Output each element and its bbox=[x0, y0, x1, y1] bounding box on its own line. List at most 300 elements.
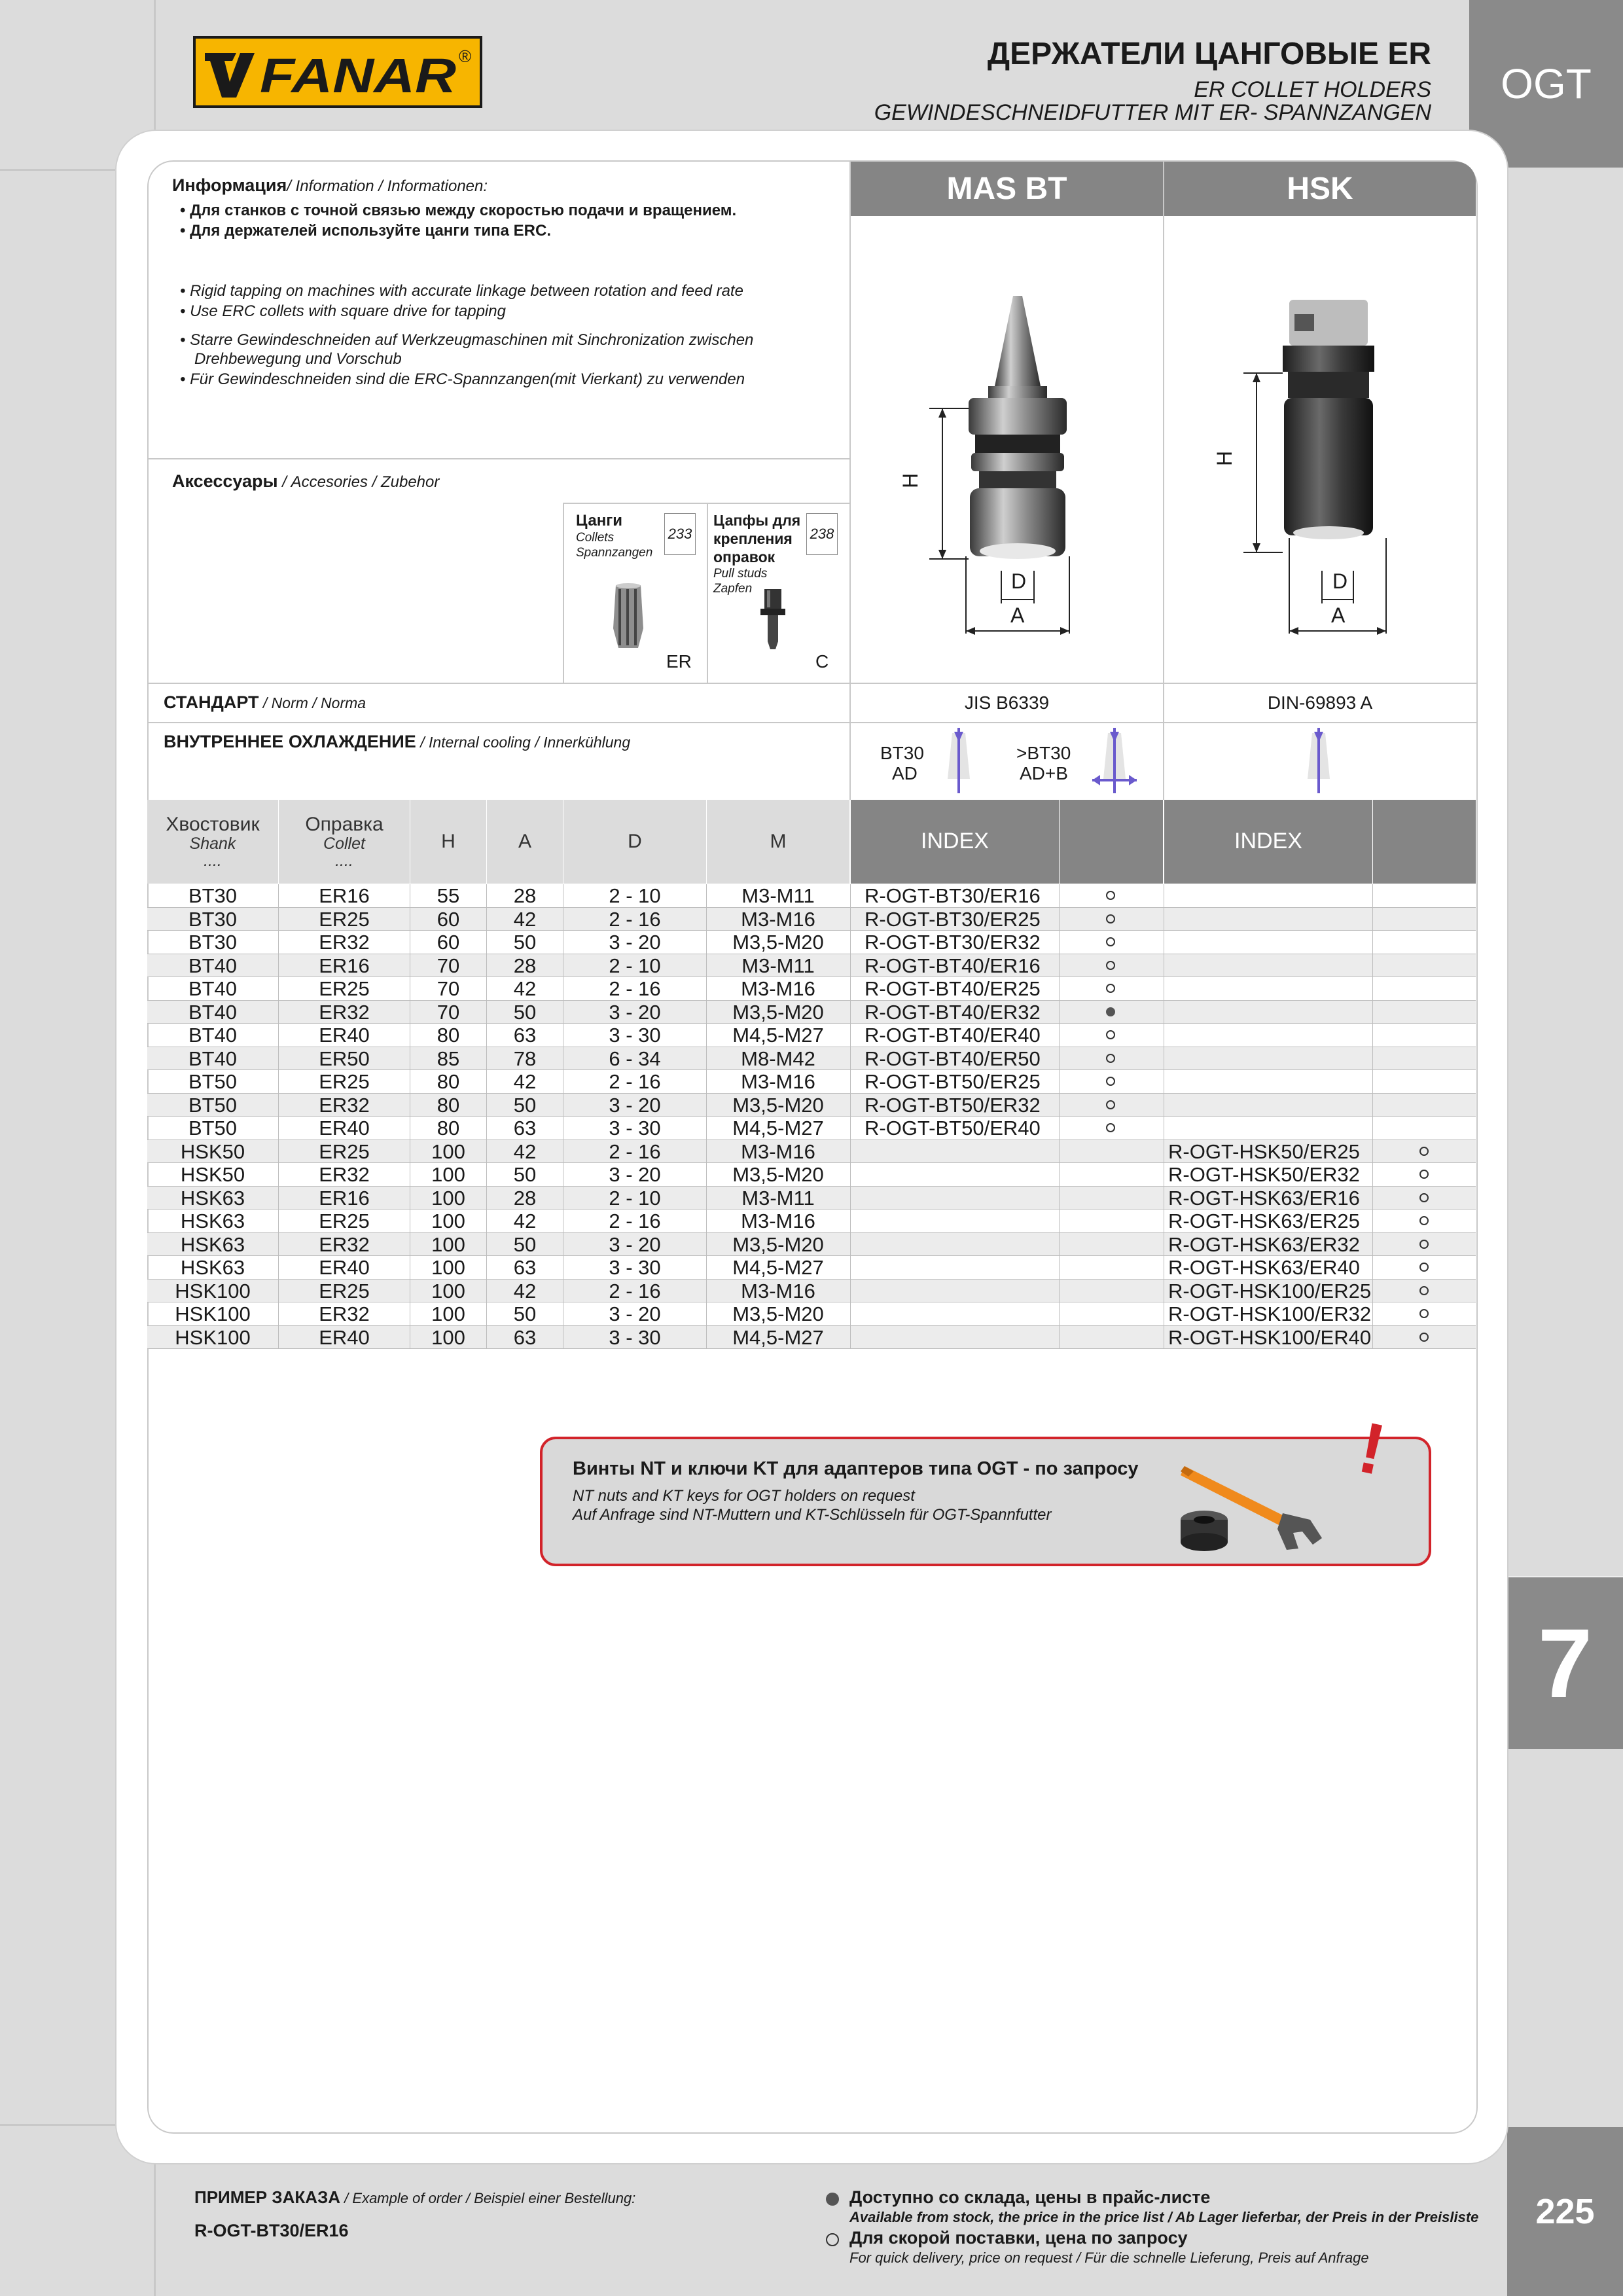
cell-index-mas[interactable] bbox=[865, 1210, 1058, 1232]
cell-h: 100 bbox=[431, 1279, 465, 1302]
th-shank-de: .... bbox=[204, 851, 222, 870]
th-stock-hsk bbox=[1373, 800, 1476, 884]
cell-collet: ER25 bbox=[319, 907, 370, 931]
table-column-separator bbox=[706, 884, 707, 1349]
th-collet bbox=[279, 800, 410, 884]
on-request-dot-icon bbox=[1419, 1286, 1429, 1295]
cell-m: M3,5-M20 bbox=[732, 1000, 824, 1024]
cell-shank: BT50 bbox=[188, 1093, 238, 1117]
cell-a: 63 bbox=[513, 1024, 537, 1047]
cell-h: 100 bbox=[431, 1210, 465, 1232]
accessories-heading bbox=[172, 471, 439, 492]
cell-index-mas[interactable]: R-OGT-BT40/ER25 bbox=[865, 977, 1041, 1000]
cell-shank: BT40 bbox=[188, 1000, 238, 1024]
column-head-mas-bt: MAS BT bbox=[851, 162, 1163, 216]
th-index-mas: INDEX bbox=[851, 800, 1059, 884]
table-header bbox=[147, 800, 1476, 884]
cell-a: 42 bbox=[513, 907, 537, 931]
cell-index-mas[interactable] bbox=[865, 1163, 1058, 1186]
legend-order: Для скорой поставки, цена по запросу bbox=[849, 2228, 1188, 2248]
cooling-hsk-icon bbox=[1296, 726, 1342, 798]
standard-label bbox=[164, 692, 366, 713]
th-a: A bbox=[487, 800, 563, 884]
cell-shank: BT30 bbox=[188, 907, 238, 931]
info-de-line: • Starre Gewindeschneiden auf Werkzeugmaschinen mit Sinchronization zwischen bbox=[180, 331, 754, 349]
standard-label-ru: СТАНДАРТ bbox=[164, 692, 259, 712]
table-row bbox=[147, 1302, 1476, 1326]
cell-m: M3-M16 bbox=[741, 1070, 815, 1093]
table-column-separator bbox=[278, 884, 279, 1349]
cell-d: 2 - 16 bbox=[609, 907, 661, 931]
dim-d-label: D bbox=[1011, 569, 1027, 593]
cell-shank: BT50 bbox=[188, 1117, 238, 1139]
cooling-label-rest: / Internal cooling / Innerkühlung bbox=[416, 734, 631, 751]
cell-index-hsk[interactable]: R-OGT-HSK50/ER32 bbox=[1168, 1163, 1360, 1186]
cell-h: 100 bbox=[431, 1256, 465, 1279]
cell-a: 42 bbox=[513, 1070, 537, 1093]
cell-d: 3 - 20 bbox=[609, 1302, 661, 1325]
cell-index-hsk[interactable]: R-OGT-HSK50/ER25 bbox=[1168, 1139, 1360, 1163]
cell-d: 2 - 16 bbox=[609, 1070, 661, 1093]
pullstud-image bbox=[758, 589, 788, 653]
cell-shank: HSK50 bbox=[180, 1163, 245, 1186]
table-column-separator bbox=[850, 884, 851, 1349]
cell-collet: ER40 bbox=[319, 1256, 370, 1279]
th-shank-en: Shank bbox=[189, 834, 236, 853]
cell-a: 42 bbox=[513, 1210, 537, 1232]
page-title-en: ER COLLET HOLDERS bbox=[1194, 77, 1431, 102]
cell-m: M3,5-M20 bbox=[732, 931, 824, 954]
cell-shank: HSK100 bbox=[175, 1325, 251, 1349]
cell-shank: HSK50 bbox=[180, 1139, 245, 1163]
cell-d: 3 - 20 bbox=[609, 1093, 661, 1117]
th-index-hsk: INDEX bbox=[1164, 800, 1372, 884]
cooling-ad: AD bbox=[892, 763, 918, 783]
page-number: 225 bbox=[1507, 2127, 1623, 2296]
cell-d: 3 - 20 bbox=[609, 931, 661, 954]
order-example-ru: ПРИМЕР ЗАКАЗА bbox=[194, 2187, 341, 2207]
cell-index-mas[interactable]: R-OGT-BT30/ER32 bbox=[865, 931, 1041, 954]
hsk-holder-drawing bbox=[1217, 295, 1433, 645]
grid-line bbox=[147, 722, 1478, 723]
cell-a: 63 bbox=[513, 1256, 537, 1279]
collets-title[interactable]: Цанги bbox=[576, 512, 623, 529]
collets-page-ref[interactable]: 233 bbox=[664, 513, 696, 555]
dim-a-label: A bbox=[1331, 603, 1346, 627]
cell-shank: HSK63 bbox=[180, 1232, 245, 1256]
cell-index-hsk[interactable] bbox=[1168, 1024, 1372, 1047]
cell-h: 100 bbox=[431, 1139, 465, 1163]
cell-m: M4,5-M27 bbox=[732, 1256, 824, 1279]
info-de-text: Starre Gewindeschneiden auf Werkzeugmaschinen mit Sinchronization zwischen bbox=[190, 331, 754, 349]
cell-a: 50 bbox=[513, 1093, 537, 1117]
wrench-image bbox=[1165, 1440, 1361, 1561]
in-stock-dot-icon bbox=[1106, 1007, 1115, 1016]
table-row bbox=[147, 1233, 1476, 1257]
th-shank bbox=[147, 800, 278, 884]
cell-d: 3 - 20 bbox=[609, 1232, 661, 1256]
cell-m: M8-M42 bbox=[741, 1047, 815, 1070]
cell-collet: ER40 bbox=[319, 1325, 370, 1349]
cell-d: 2 - 16 bbox=[609, 1139, 661, 1163]
cell-collet: ER40 bbox=[319, 1024, 370, 1047]
cell-index-hsk[interactable] bbox=[1168, 1001, 1372, 1024]
accessories-heading-ru: Аксессуары bbox=[172, 471, 278, 491]
standard-mas: JIS B6339 bbox=[964, 692, 1050, 713]
table-row bbox=[147, 1210, 1476, 1233]
cell-h: 60 bbox=[437, 907, 460, 931]
cell-index-hsk[interactable]: R-OGT-HSK63/ER32 bbox=[1168, 1232, 1360, 1256]
cell-a: 28 bbox=[513, 954, 537, 977]
cell-a: 50 bbox=[513, 931, 537, 954]
cell-shank: BT40 bbox=[188, 1047, 238, 1070]
page-title-de: GEWINDESCHNEIDFUTTER MIT ER- SPANNZANGEN bbox=[874, 100, 1431, 125]
cell-index-mas[interactable] bbox=[865, 1280, 1058, 1302]
info-ru-text: Для держателей используйте цанги типа ERC. bbox=[190, 222, 552, 240]
order-example-rest: / Example of order / Beispiel einer Bestellung: bbox=[340, 2190, 636, 2206]
cell-m: M3-M11 bbox=[741, 1186, 815, 1210]
on-request-dot-icon bbox=[1106, 1123, 1115, 1132]
cell-m: M3-M11 bbox=[741, 884, 815, 907]
cell-index-mas[interactable] bbox=[865, 1256, 1058, 1279]
cell-index-hsk[interactable] bbox=[1168, 977, 1372, 1000]
cell-index-mas[interactable] bbox=[865, 1326, 1058, 1349]
table-row bbox=[147, 1070, 1476, 1094]
cell-shank: BT40 bbox=[188, 1024, 238, 1047]
cell-d: 2 - 10 bbox=[609, 1186, 661, 1210]
cell-d: 6 - 34 bbox=[609, 1047, 661, 1070]
cell-index-mas[interactable]: R-OGT-BT40/ER50 bbox=[865, 1047, 1041, 1070]
on-request-dot-icon bbox=[1419, 1333, 1429, 1342]
cell-index-mas[interactable]: R-OGT-BT30/ER25 bbox=[865, 907, 1041, 931]
cell-index-hsk[interactable] bbox=[1168, 1094, 1372, 1117]
th-stock-mas bbox=[1060, 800, 1163, 884]
page-title: ДЕРЖАТЕЛИ ЦАНГОВЫЕ ER bbox=[987, 37, 1431, 71]
on-request-dot-icon bbox=[1106, 1030, 1115, 1039]
cell-collet: ER25 bbox=[319, 1279, 370, 1302]
cell-m: M3-M11 bbox=[741, 954, 815, 977]
cell-index-hsk[interactable] bbox=[1168, 931, 1372, 954]
cooling-bt30: BT30 bbox=[880, 743, 924, 763]
table-column-separator bbox=[1059, 884, 1060, 1349]
svg-text:®: ® bbox=[459, 46, 472, 66]
on-request-dot-icon bbox=[1419, 1309, 1429, 1318]
cell-a: 78 bbox=[513, 1047, 537, 1070]
pullstuds-sub: Zapfen bbox=[713, 582, 753, 596]
cell-a: 28 bbox=[513, 1186, 537, 1210]
brand-logo bbox=[193, 36, 482, 108]
cell-h: 80 bbox=[437, 1024, 460, 1047]
cell-collet: ER25 bbox=[319, 1210, 370, 1232]
th-m: M bbox=[707, 800, 849, 884]
cell-h: 100 bbox=[431, 1325, 465, 1349]
cell-a: 42 bbox=[513, 1139, 537, 1163]
info-heading-rest: / Information / Informationen: bbox=[287, 177, 488, 195]
table-row bbox=[147, 1047, 1476, 1071]
table-column-separator bbox=[486, 884, 487, 1349]
on-request-dot-icon bbox=[1419, 1216, 1429, 1225]
cell-h: 100 bbox=[431, 1302, 465, 1325]
on-request-dot-icon bbox=[1419, 1170, 1429, 1179]
cell-collet: ER32 bbox=[319, 931, 370, 954]
table-row bbox=[147, 1187, 1476, 1210]
th-collet-en: Collet bbox=[323, 834, 365, 853]
cell-d: 3 - 30 bbox=[609, 1024, 661, 1047]
column-head-hsk: HSK bbox=[1164, 162, 1476, 216]
dim-d-label: D bbox=[1332, 569, 1348, 593]
cell-shank: HSK63 bbox=[180, 1256, 245, 1279]
cell-index-hsk[interactable] bbox=[1168, 1070, 1372, 1093]
cell-m: M3-M16 bbox=[741, 907, 815, 931]
cell-a: 50 bbox=[513, 1232, 537, 1256]
notice-en: NT nuts and KT keys for OGT holders on request bbox=[573, 1487, 915, 1505]
table-row bbox=[147, 1163, 1476, 1187]
on-request-dot-icon bbox=[1419, 1263, 1429, 1272]
cell-collet: ER25 bbox=[319, 977, 370, 1000]
table-row bbox=[147, 1001, 1476, 1024]
cell-index-mas[interactable]: R-OGT-BT50/ER40 bbox=[865, 1117, 1041, 1139]
cell-index-hsk[interactable] bbox=[1168, 884, 1372, 907]
cell-collet: ER25 bbox=[319, 1139, 370, 1163]
cell-collet: ER16 bbox=[319, 1186, 370, 1210]
info-heading-ru: Информация bbox=[172, 175, 287, 195]
standard-hsk: DIN-69893 A bbox=[1267, 692, 1373, 713]
cell-m: M3-M16 bbox=[741, 1210, 815, 1232]
cell-h: 80 bbox=[437, 1070, 460, 1093]
cell-m: M3-M16 bbox=[741, 1139, 815, 1163]
cell-index-mas[interactable]: R-OGT-BT30/ER16 bbox=[865, 884, 1041, 907]
table-row bbox=[147, 884, 1476, 908]
cell-a: 28 bbox=[513, 884, 537, 907]
order-dot-icon bbox=[826, 2233, 839, 2246]
grid-line bbox=[707, 503, 708, 684]
cell-collet: ER40 bbox=[319, 1117, 370, 1139]
cooling-ad-icon bbox=[936, 726, 982, 798]
cell-index-hsk[interactable]: R-OGT-HSK100/ER40 bbox=[1168, 1325, 1372, 1349]
cell-a: 50 bbox=[513, 1000, 537, 1024]
dim-a-label: A bbox=[1010, 603, 1025, 627]
cell-collet: ER50 bbox=[319, 1047, 370, 1070]
cell-d: 2 - 16 bbox=[609, 1279, 661, 1302]
cell-m: M4,5-M27 bbox=[732, 1024, 824, 1047]
cell-index-mas[interactable] bbox=[865, 1233, 1058, 1256]
cell-index-mas[interactable] bbox=[865, 1302, 1058, 1325]
table-row bbox=[147, 1094, 1476, 1117]
cell-a: 42 bbox=[513, 1279, 537, 1302]
table-row bbox=[147, 1256, 1476, 1280]
cell-shank: HSK100 bbox=[175, 1279, 251, 1302]
cell-index-hsk[interactable] bbox=[1168, 954, 1372, 977]
cell-index-hsk[interactable] bbox=[1168, 1047, 1372, 1070]
cell-a: 50 bbox=[513, 1163, 537, 1186]
th-collet-ru: Оправка bbox=[305, 814, 383, 835]
cell-index-hsk[interactable]: R-OGT-HSK100/ER25 bbox=[1168, 1279, 1372, 1302]
cell-m: M3,5-M20 bbox=[732, 1302, 824, 1325]
dim-h-label: H bbox=[899, 473, 923, 489]
grid-line bbox=[147, 458, 851, 459]
cell-collet: ER16 bbox=[319, 954, 370, 977]
th-shank-ru: Хвостовик bbox=[166, 814, 260, 835]
cell-collet: ER32 bbox=[319, 1163, 370, 1186]
cell-a: 63 bbox=[513, 1325, 537, 1349]
dim-h-label: H bbox=[1213, 450, 1237, 467]
cell-m: M3,5-M20 bbox=[732, 1163, 824, 1186]
cell-collet: ER32 bbox=[319, 1302, 370, 1325]
cell-d: 2 - 10 bbox=[609, 884, 661, 907]
cooling-adb-icon bbox=[1090, 726, 1139, 798]
cell-a: 63 bbox=[513, 1117, 537, 1139]
cell-d: 2 - 10 bbox=[609, 954, 661, 977]
cell-m: M4,5-M27 bbox=[732, 1117, 824, 1139]
cell-index-hsk[interactable]: R-OGT-HSK100/ER32 bbox=[1168, 1302, 1372, 1325]
cell-d: 3 - 30 bbox=[609, 1117, 661, 1139]
pullstuds-title[interactable]: Цапфы для bbox=[713, 512, 801, 529]
cell-h: 80 bbox=[437, 1093, 460, 1117]
cell-m: M3,5-M20 bbox=[732, 1232, 824, 1256]
cell-shank: BT30 bbox=[188, 931, 238, 954]
cell-shank: BT40 bbox=[188, 954, 238, 977]
svg-text:FANAR: FANAR bbox=[260, 48, 456, 103]
cell-d: 2 - 16 bbox=[609, 977, 661, 1000]
info-heading bbox=[172, 175, 488, 196]
on-request-dot-icon bbox=[1106, 1054, 1115, 1063]
cooling-label bbox=[164, 732, 630, 752]
on-request-dot-icon bbox=[1106, 891, 1115, 900]
legend-stock: Доступно со склада, цены в прайс-листе bbox=[849, 2187, 1211, 2207]
cell-collet: ER32 bbox=[319, 1000, 370, 1024]
cell-collet: ER25 bbox=[319, 1070, 370, 1093]
pullstuds-title: оправок bbox=[713, 548, 776, 565]
cell-h: 70 bbox=[437, 954, 460, 977]
table-row bbox=[147, 977, 1476, 1001]
info-de-line: • Für Gewindeschneiden sind die ERC-Spannzangen(mit Vierkant) zu verwenden bbox=[180, 370, 745, 388]
cell-h: 55 bbox=[437, 884, 460, 907]
cell-m: M3-M16 bbox=[741, 1279, 815, 1302]
cell-h: 85 bbox=[437, 1047, 460, 1070]
cell-index-mas[interactable] bbox=[865, 1140, 1058, 1163]
table-row bbox=[147, 954, 1476, 978]
stock-dot-icon bbox=[826, 2193, 839, 2206]
info-en-line: • Use ERC collets with square drive for tapping bbox=[180, 302, 506, 320]
cell-h: 100 bbox=[431, 1232, 465, 1256]
cell-index-hsk[interactable] bbox=[1168, 1117, 1372, 1139]
info-en-text: Use ERC collets with square drive for tapping bbox=[190, 302, 506, 320]
cell-collet: ER32 bbox=[319, 1093, 370, 1117]
collets-sub: Spannzangen bbox=[576, 546, 653, 560]
info-en-text: Rigid tapping on machines with accurate linkage between rotation and feed rate bbox=[190, 282, 743, 300]
cell-d: 3 - 30 bbox=[609, 1256, 661, 1279]
cell-index-mas[interactable]: R-OGT-BT40/ER40 bbox=[865, 1024, 1041, 1047]
table-row bbox=[147, 1280, 1476, 1303]
chapter-tab[interactable]: 7 bbox=[1507, 1577, 1623, 1749]
on-request-dot-icon bbox=[1106, 914, 1115, 924]
cell-h: 70 bbox=[437, 1000, 460, 1024]
cell-h: 80 bbox=[437, 1117, 460, 1139]
on-request-dot-icon bbox=[1419, 1240, 1429, 1249]
on-request-dot-icon bbox=[1419, 1147, 1429, 1156]
cell-d: 3 - 20 bbox=[609, 1163, 661, 1186]
on-request-dot-icon bbox=[1106, 961, 1115, 970]
table-row bbox=[147, 1024, 1476, 1047]
cell-index-hsk[interactable]: R-OGT-HSK63/ER16 bbox=[1168, 1186, 1360, 1210]
on-request-dot-icon bbox=[1106, 1077, 1115, 1086]
cell-index-mas[interactable] bbox=[865, 1187, 1058, 1210]
cell-shank: BT30 bbox=[188, 884, 238, 907]
table-row bbox=[147, 931, 1476, 954]
cell-shank: BT40 bbox=[188, 977, 238, 1000]
cell-index-mas[interactable]: R-OGT-BT40/ER16 bbox=[865, 954, 1041, 977]
cell-shank: HSK100 bbox=[175, 1302, 251, 1325]
pullstuds-sub: Pull studs bbox=[713, 567, 768, 581]
notice-de: Auf Anfrage sind NT-Muttern und KT-Schlüsseln für OGT-Spannfutter bbox=[573, 1506, 1052, 1524]
cell-a: 42 bbox=[513, 977, 537, 1000]
cell-m: M3,5-M20 bbox=[732, 1093, 824, 1117]
cell-index-hsk[interactable]: R-OGT-HSK63/ER40 bbox=[1168, 1256, 1360, 1279]
cell-index-hsk[interactable] bbox=[1168, 908, 1372, 931]
cell-index-hsk[interactable]: R-OGT-HSK63/ER25 bbox=[1168, 1210, 1360, 1232]
cooling-gt-bt30: >BT30 bbox=[1016, 743, 1071, 763]
order-example-code: R-OGT-BT30/ER16 bbox=[194, 2221, 349, 2240]
cell-index-mas[interactable]: R-OGT-BT50/ER32 bbox=[865, 1093, 1041, 1117]
table-row bbox=[147, 908, 1476, 931]
cell-m: M3-M16 bbox=[741, 977, 815, 1000]
cell-index-mas[interactable]: R-OGT-BT40/ER32 bbox=[865, 1000, 1041, 1024]
cell-d: 2 - 16 bbox=[609, 1210, 661, 1232]
pullstuds-page-ref[interactable]: 238 bbox=[806, 513, 838, 555]
th-d: D bbox=[563, 800, 706, 884]
on-request-dot-icon bbox=[1419, 1193, 1429, 1202]
cell-a: 50 bbox=[513, 1302, 537, 1325]
cell-shank: BT50 bbox=[188, 1070, 238, 1093]
info-de-text: Für Gewindeschneiden sind die ERC-Spannzangen(mit Vierkant) zu verwenden bbox=[190, 370, 745, 388]
legend-order-sub: For quick delivery, price on request / Für die schnelle Lieferung, Preis auf Anfrage bbox=[849, 2250, 1369, 2266]
cooling-adb: AD+B bbox=[1020, 763, 1068, 783]
collets-code: ER bbox=[666, 651, 692, 672]
table-column-separator bbox=[1372, 884, 1373, 1349]
cell-h: 60 bbox=[437, 931, 460, 954]
th-h: H bbox=[410, 800, 486, 884]
pullstuds-code: C bbox=[815, 651, 829, 672]
cell-collet: ER16 bbox=[319, 884, 370, 907]
th-collet-de: .... bbox=[335, 851, 353, 870]
cell-h: 100 bbox=[431, 1163, 465, 1186]
table-row bbox=[147, 1326, 1476, 1350]
info-ru-line: • Для станков с точной связью между скоростью подачи и вращением. bbox=[180, 202, 737, 219]
info-ru-line: • Для держателей используйте цанги типа ERC. bbox=[180, 222, 552, 240]
table-row bbox=[147, 1117, 1476, 1140]
on-request-dot-icon bbox=[1106, 1100, 1115, 1109]
accessories-heading-rest: / Accesories / Zubehor bbox=[277, 473, 440, 491]
info-en-line: • Rigid tapping on machines with accurate linkage between rotation and feed rate bbox=[180, 282, 743, 300]
legend-stock-sub: Available from stock, the price in the price list / Ab Lager lieferbar, der Preis in der Preisliste bbox=[849, 2209, 1479, 2225]
pullstuds-title: крепления bbox=[713, 530, 793, 547]
info-de-line: Drehbewegung und Vorschub bbox=[194, 350, 402, 368]
cell-shank: HSK63 bbox=[180, 1186, 245, 1210]
standard-label-rest: / Norm / Norma bbox=[259, 694, 366, 711]
cell-index-mas[interactable]: R-OGT-BT50/ER25 bbox=[865, 1070, 1041, 1093]
on-request-dot-icon bbox=[1106, 937, 1115, 946]
cell-d: 3 - 20 bbox=[609, 1000, 661, 1024]
notice-ru: Винты NT и ключи KT для адаптеров типа OGT - по запросу bbox=[573, 1458, 1139, 1479]
cooling-label-ru: ВНУТРЕННЕЕ ОХЛАЖДЕНИЕ bbox=[164, 732, 416, 751]
info-ru-text: Для станков с точной связью между скоростью подачи и вращением. bbox=[190, 202, 737, 219]
section-tab[interactable]: OGT bbox=[1469, 0, 1623, 168]
cell-d: 3 - 30 bbox=[609, 1325, 661, 1349]
cell-h: 70 bbox=[437, 977, 460, 1000]
on-request-dot-icon bbox=[1106, 984, 1115, 993]
order-example-label bbox=[194, 2187, 635, 2208]
collet-image bbox=[612, 583, 645, 655]
